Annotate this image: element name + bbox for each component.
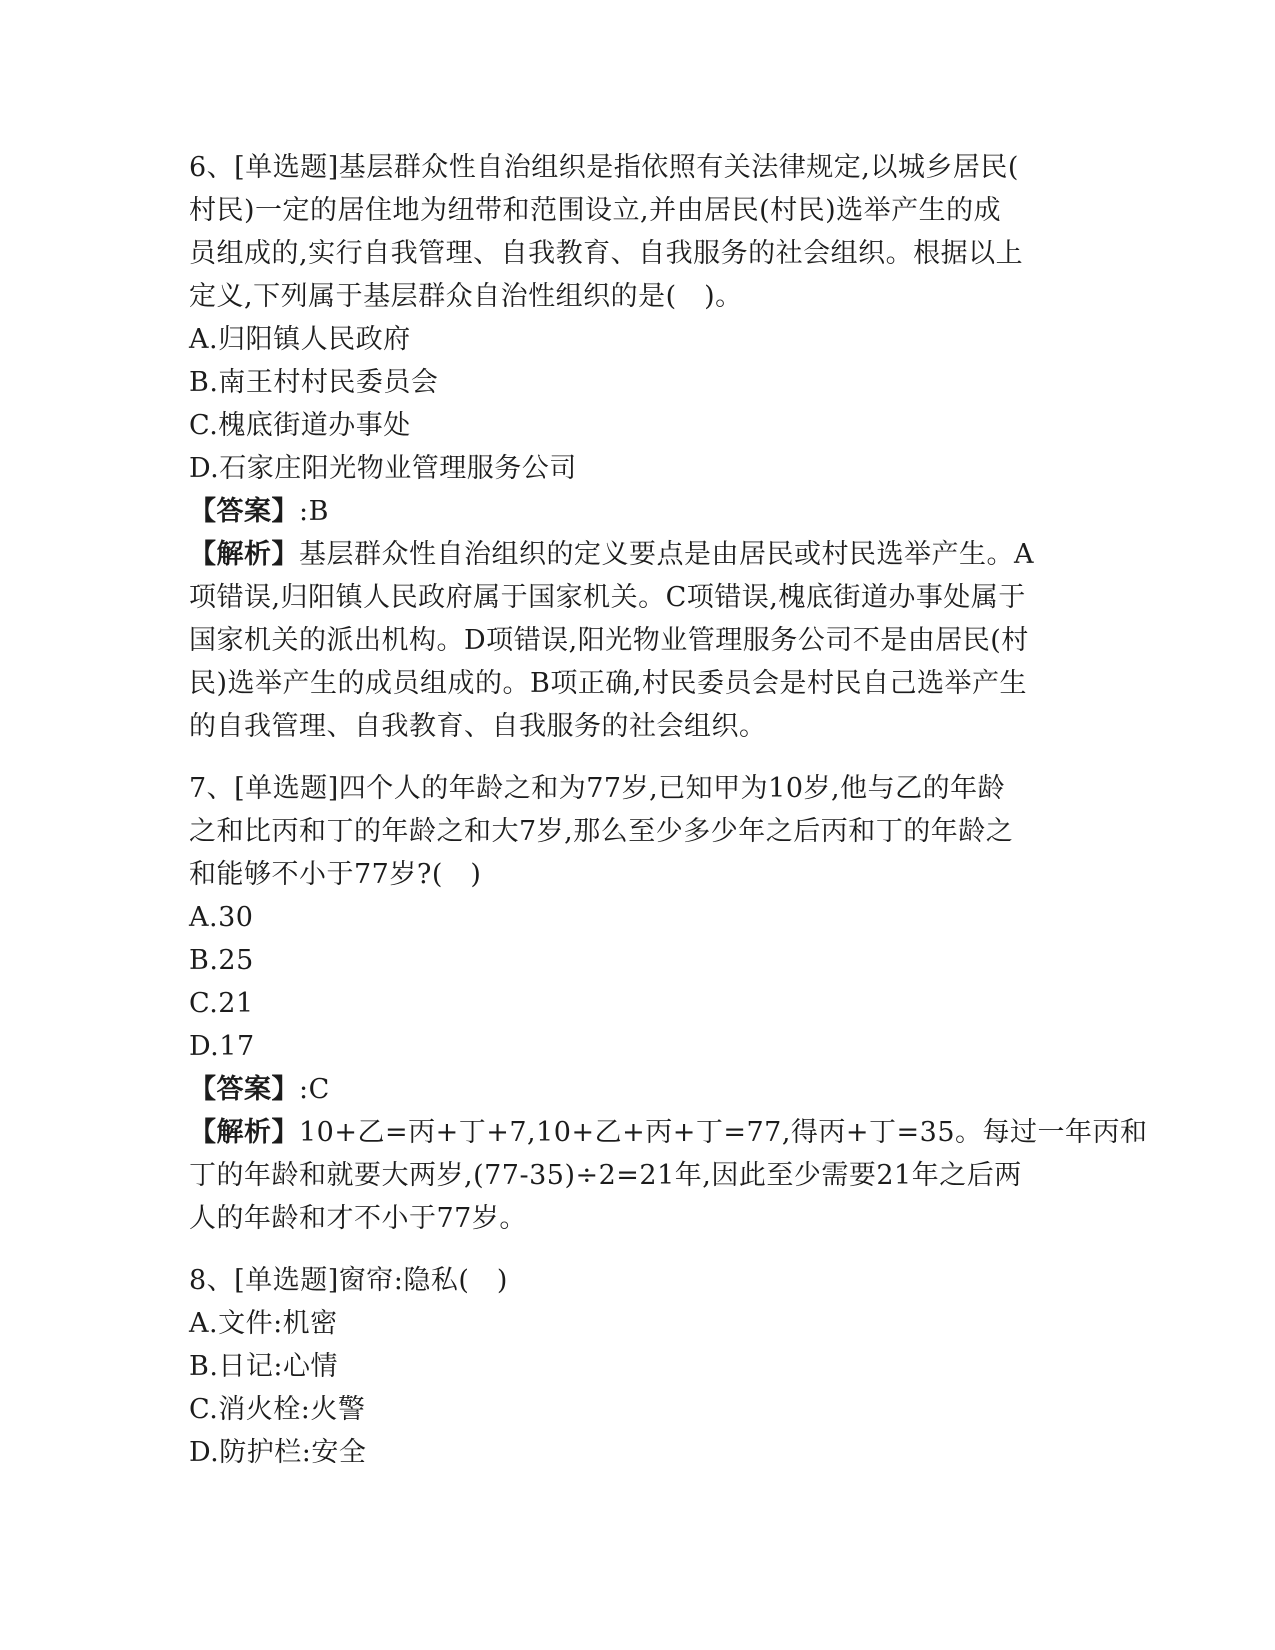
- question-6: [189, 146, 1089, 748]
- answer-value: :C: [299, 1074, 330, 1105]
- answer-value: :B: [299, 496, 329, 527]
- question-7: [189, 767, 1148, 1240]
- stem-line: 8、[单选题]窗帘:隐私( ): [189, 1265, 508, 1296]
- question-spacer: [189, 1240, 1089, 1259]
- analysis-text: 10+乙=丙+丁+7,10+乙+丙+丁=77,得丙+丁=35。每过一年丙和: [299, 1117, 1148, 1148]
- question-stem: [189, 146, 1089, 318]
- exam-page: [189, 146, 1148, 1474]
- analysis-label: 【解析】: [189, 539, 299, 570]
- stem-line: 定义,下列属于基层群众自治性组织的是( )。: [189, 281, 743, 312]
- option-b: B.25: [189, 945, 254, 976]
- analysis-line: [189, 1111, 1148, 1154]
- option-c: C.21: [189, 988, 254, 1019]
- analysis-line: 的自我管理、自我教育、自我服务的社会组织。: [189, 711, 767, 742]
- stem-line: 和能够不小于77岁?( ): [189, 859, 482, 890]
- analysis-label: 【解析】: [189, 1117, 299, 1148]
- analysis-line: 国家机关的派出机构。D项错误,阳光物业管理服务公司不是由居民(村: [189, 625, 1029, 656]
- answer-label: 【答案】: [189, 1074, 299, 1105]
- analysis-line: 丁的年龄和就要大两岁,(77-35)÷2=21年,因此至少需要21年之后两: [189, 1160, 1022, 1191]
- question-spacer: [189, 748, 1089, 767]
- option-d: D.防护栏:安全: [189, 1437, 367, 1468]
- analysis-text: 基层群众性自治组织的定义要点是由居民或村民选举产生。A: [299, 539, 1034, 570]
- stem-line: 员组成的,实行自我管理、自我教育、自我服务的社会组织。根据以上: [189, 238, 1024, 269]
- analysis-line: 项错误,归阳镇人民政府属于国家机关。C项错误,槐底街道办事处属于: [189, 582, 1026, 613]
- stem-line: 7、[单选题]四个人的年龄之和为77岁,已知甲为10岁,他与乙的年龄: [189, 773, 1006, 804]
- answer-line: [189, 1068, 1089, 1111]
- stem-line: 村民)一定的居住地为纽带和范围设立,并由居民(村民)选举产生的成: [189, 195, 1002, 226]
- option-a: A.文件:机密: [189, 1308, 338, 1339]
- option-c: C.消火栓:火警: [189, 1394, 366, 1425]
- option-b: B.南王村村民委员会: [189, 367, 439, 398]
- stem-line: 之和比丙和丁的年龄之和大7岁,那么至少多少年之后丙和丁的年龄之: [189, 816, 1014, 847]
- option-a: A.归阳镇人民政府: [189, 324, 411, 355]
- option-b: B.日记:心情: [189, 1351, 339, 1382]
- analysis-line: [189, 533, 1089, 576]
- answer-line: [189, 490, 1089, 533]
- answer-label: 【答案】: [189, 496, 299, 527]
- option-a: A.30: [189, 902, 254, 933]
- analysis-block: [189, 533, 1089, 748]
- option-c: C.槐底街道办事处: [189, 410, 411, 441]
- analysis-block: [189, 1111, 1148, 1240]
- option-d: D.石家庄阳光物业管理服务公司: [189, 453, 577, 484]
- question-stem: [189, 767, 1089, 896]
- analysis-line: 民)选举产生的成员组成的。B项正确,村民委员会是村民自己选举产生: [189, 668, 1027, 699]
- analysis-line: 人的年龄和才不小于77岁。: [189, 1203, 527, 1234]
- stem-line: 6、[单选题]基层群众性自治组织是指依照有关法律规定,以城乡居民(: [189, 152, 1019, 183]
- option-d: D.17: [189, 1031, 255, 1062]
- question-8: [189, 1259, 1089, 1474]
- question-stem: [189, 1259, 1089, 1302]
